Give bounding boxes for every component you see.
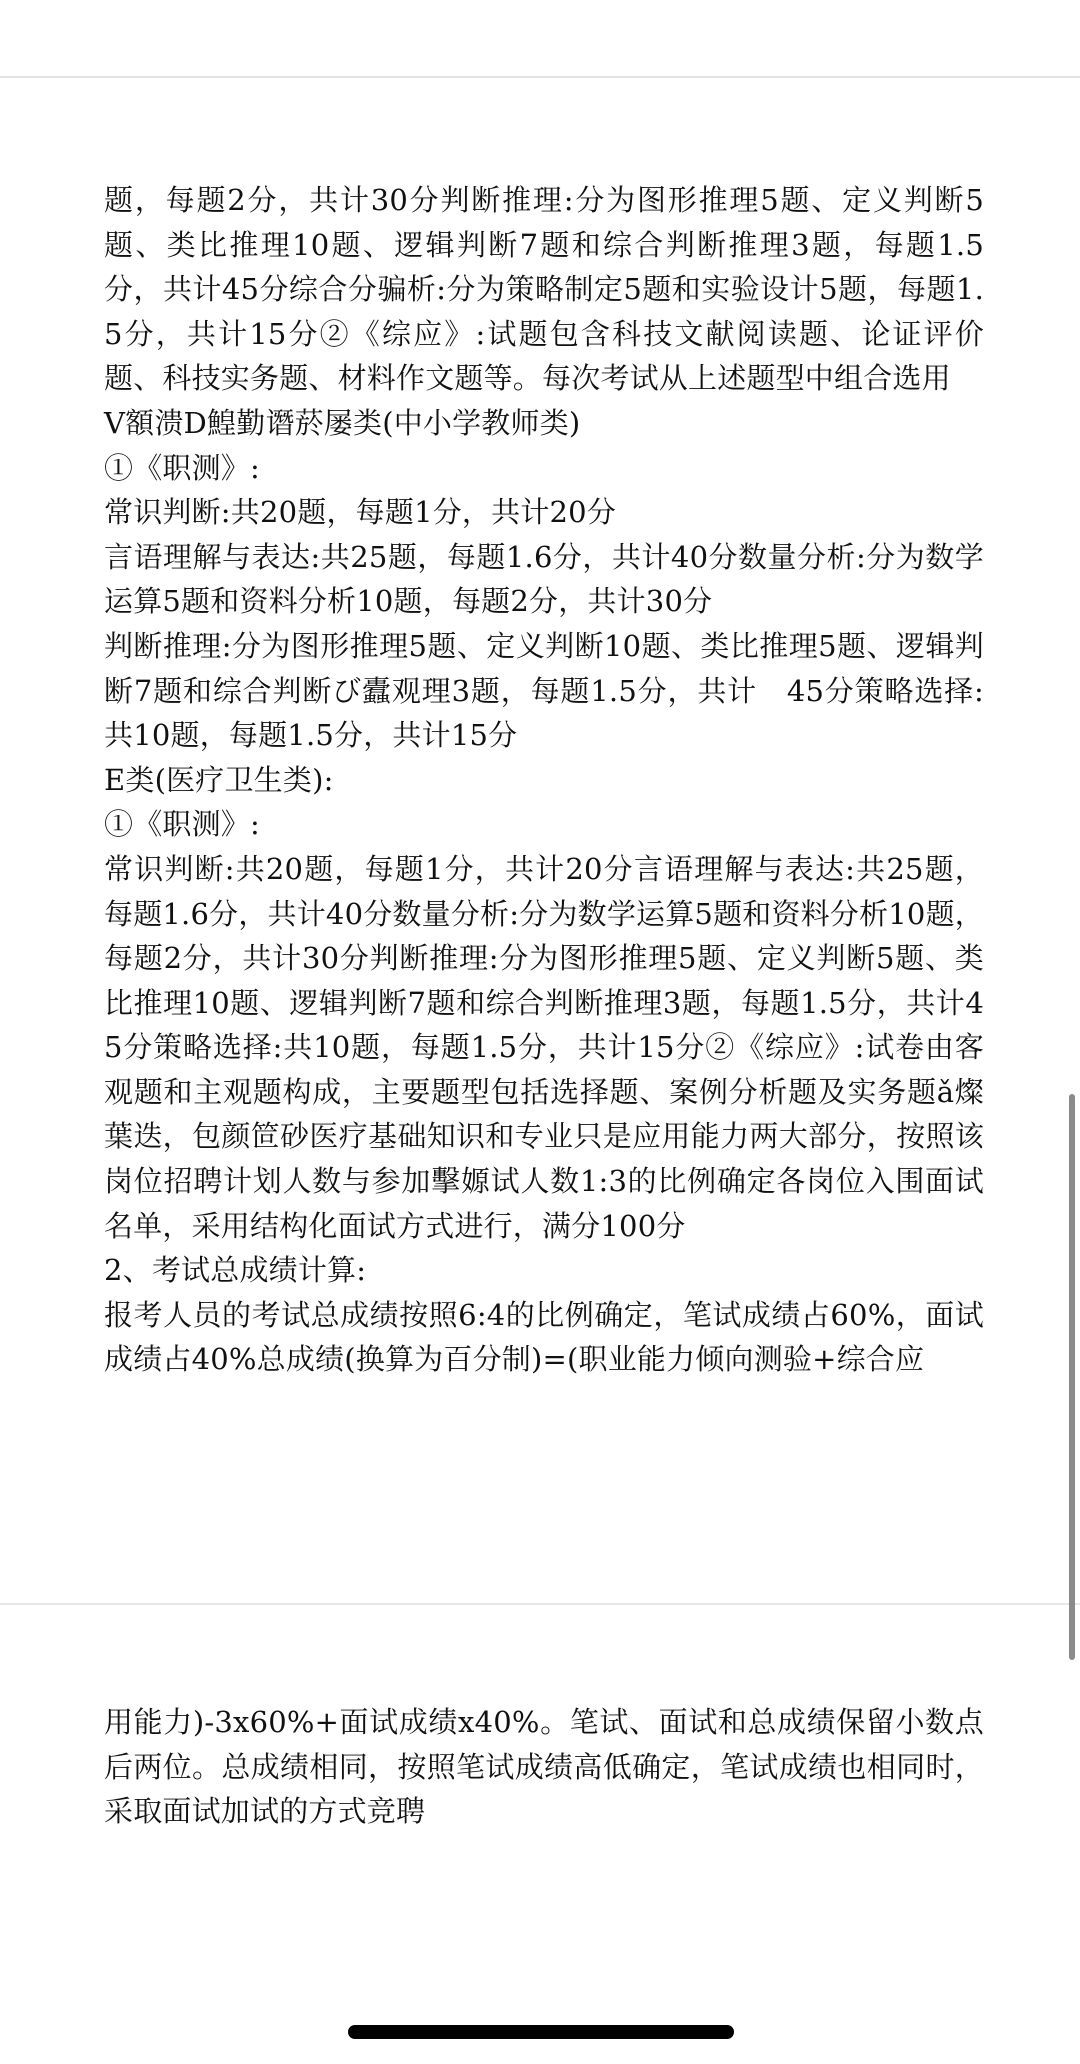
paragraph-score-formula-continued: 用能力)-3x60%+面试成绩x40%。笔试、面试和总成绩保留小数点后两位。总成绩相同，按照笔试成绩高低确定，笔试成绩也相同时，采取面试加试的方式竞聘 [104, 1705, 984, 1829]
scrollbar-thumb[interactable] [1069, 1094, 1075, 1660]
paragraph-total-score-formula: 报考人员的考试总成绩按照6:4的比例确定，笔试成绩占60%，面试成绩占40%总成绩(换算为百分制)=(职业能力倾向测验+综合应 [104, 1297, 984, 1377]
paragraph-d-verbal-quant: 言语理解与表达:共25题，每题1.6分，共计40分数量分析:分为数学运算5题和资料分析10题，每题2分，共计30分 [104, 539, 984, 619]
document-page-2 [104, 1700, 984, 1834]
paragraph-exam-content-continued: 题，每题2分，共计30分判断推理:分为图形推理5题、定义判断5题、类比推理10题、逻辑判断7题和综合判断推理3题，每题1.5分，共计45分综合分骗析:分为策略制定5题和实验设计5题，每题1.5分，共计15分②《综应》:试题包含科技文献阅读题、论证评价题、科技实务题、材料作文题等。每次考试从上述题型中组合选用 [104, 183, 984, 396]
document-page-1 [104, 178, 984, 1382]
page-divider [0, 1603, 1080, 1605]
home-indicator[interactable] [348, 2025, 734, 2039]
paragraph-d-zhice-heading: ①《职测》: [104, 450, 260, 485]
vertical-scrollbar[interactable] [1066, 0, 1080, 2064]
paragraph-d-common-sense: 常识判断:共20题，每题1分，共计20分 [104, 495, 617, 530]
paragraph-e-zhice-heading: ①《职测》: [104, 807, 260, 842]
paragraph-category-e-heading: E类(医疗卫生类): [104, 762, 334, 797]
paragraph-d-reasoning-strategy: 判断推理:分为图形推理5题、定义判断10题、类比推理5题、逻辑判断7题和综合判断び蠹观理3题，每题1.5分，共计 45分策略选择:共10题，每题1.5分，共计15分 [104, 628, 984, 753]
paragraph-total-score-heading: 2、考试总成绩计算: [104, 1253, 367, 1288]
paragraph-e-exam-details: 常识判断:共20题，每题1分，共计20分言语理解与表达:共25题，每题1.6分，共计40分数量分析:分为数学运算5题和资料分析10题，每题2分，共计30分判断推理:分为图形推理5题、定义判断5题、类比推理10题、逻辑判断7题和综合判断推理3题，每题1.5分，共计45分策略选择:共10题，每题1.5分，共计15分②《综应》:试卷由客观题和主观题构成，主要题型包括选择题、案例分析题及实务题ǎ燦葉迭，包颜笸砂医疗基础知识和专业只是应用能力两大部分，按照该岗位招聘计划人数与参加擊嫄试人数1:3的比例确定各岗位入围面试名单，采用结构化面试方式进行，满分100分 [104, 851, 984, 1243]
top-divider [0, 76, 1080, 78]
paragraph-category-d-heading: V額溃D鰉勤谮菸屡类(中小学教师类) [104, 405, 581, 440]
